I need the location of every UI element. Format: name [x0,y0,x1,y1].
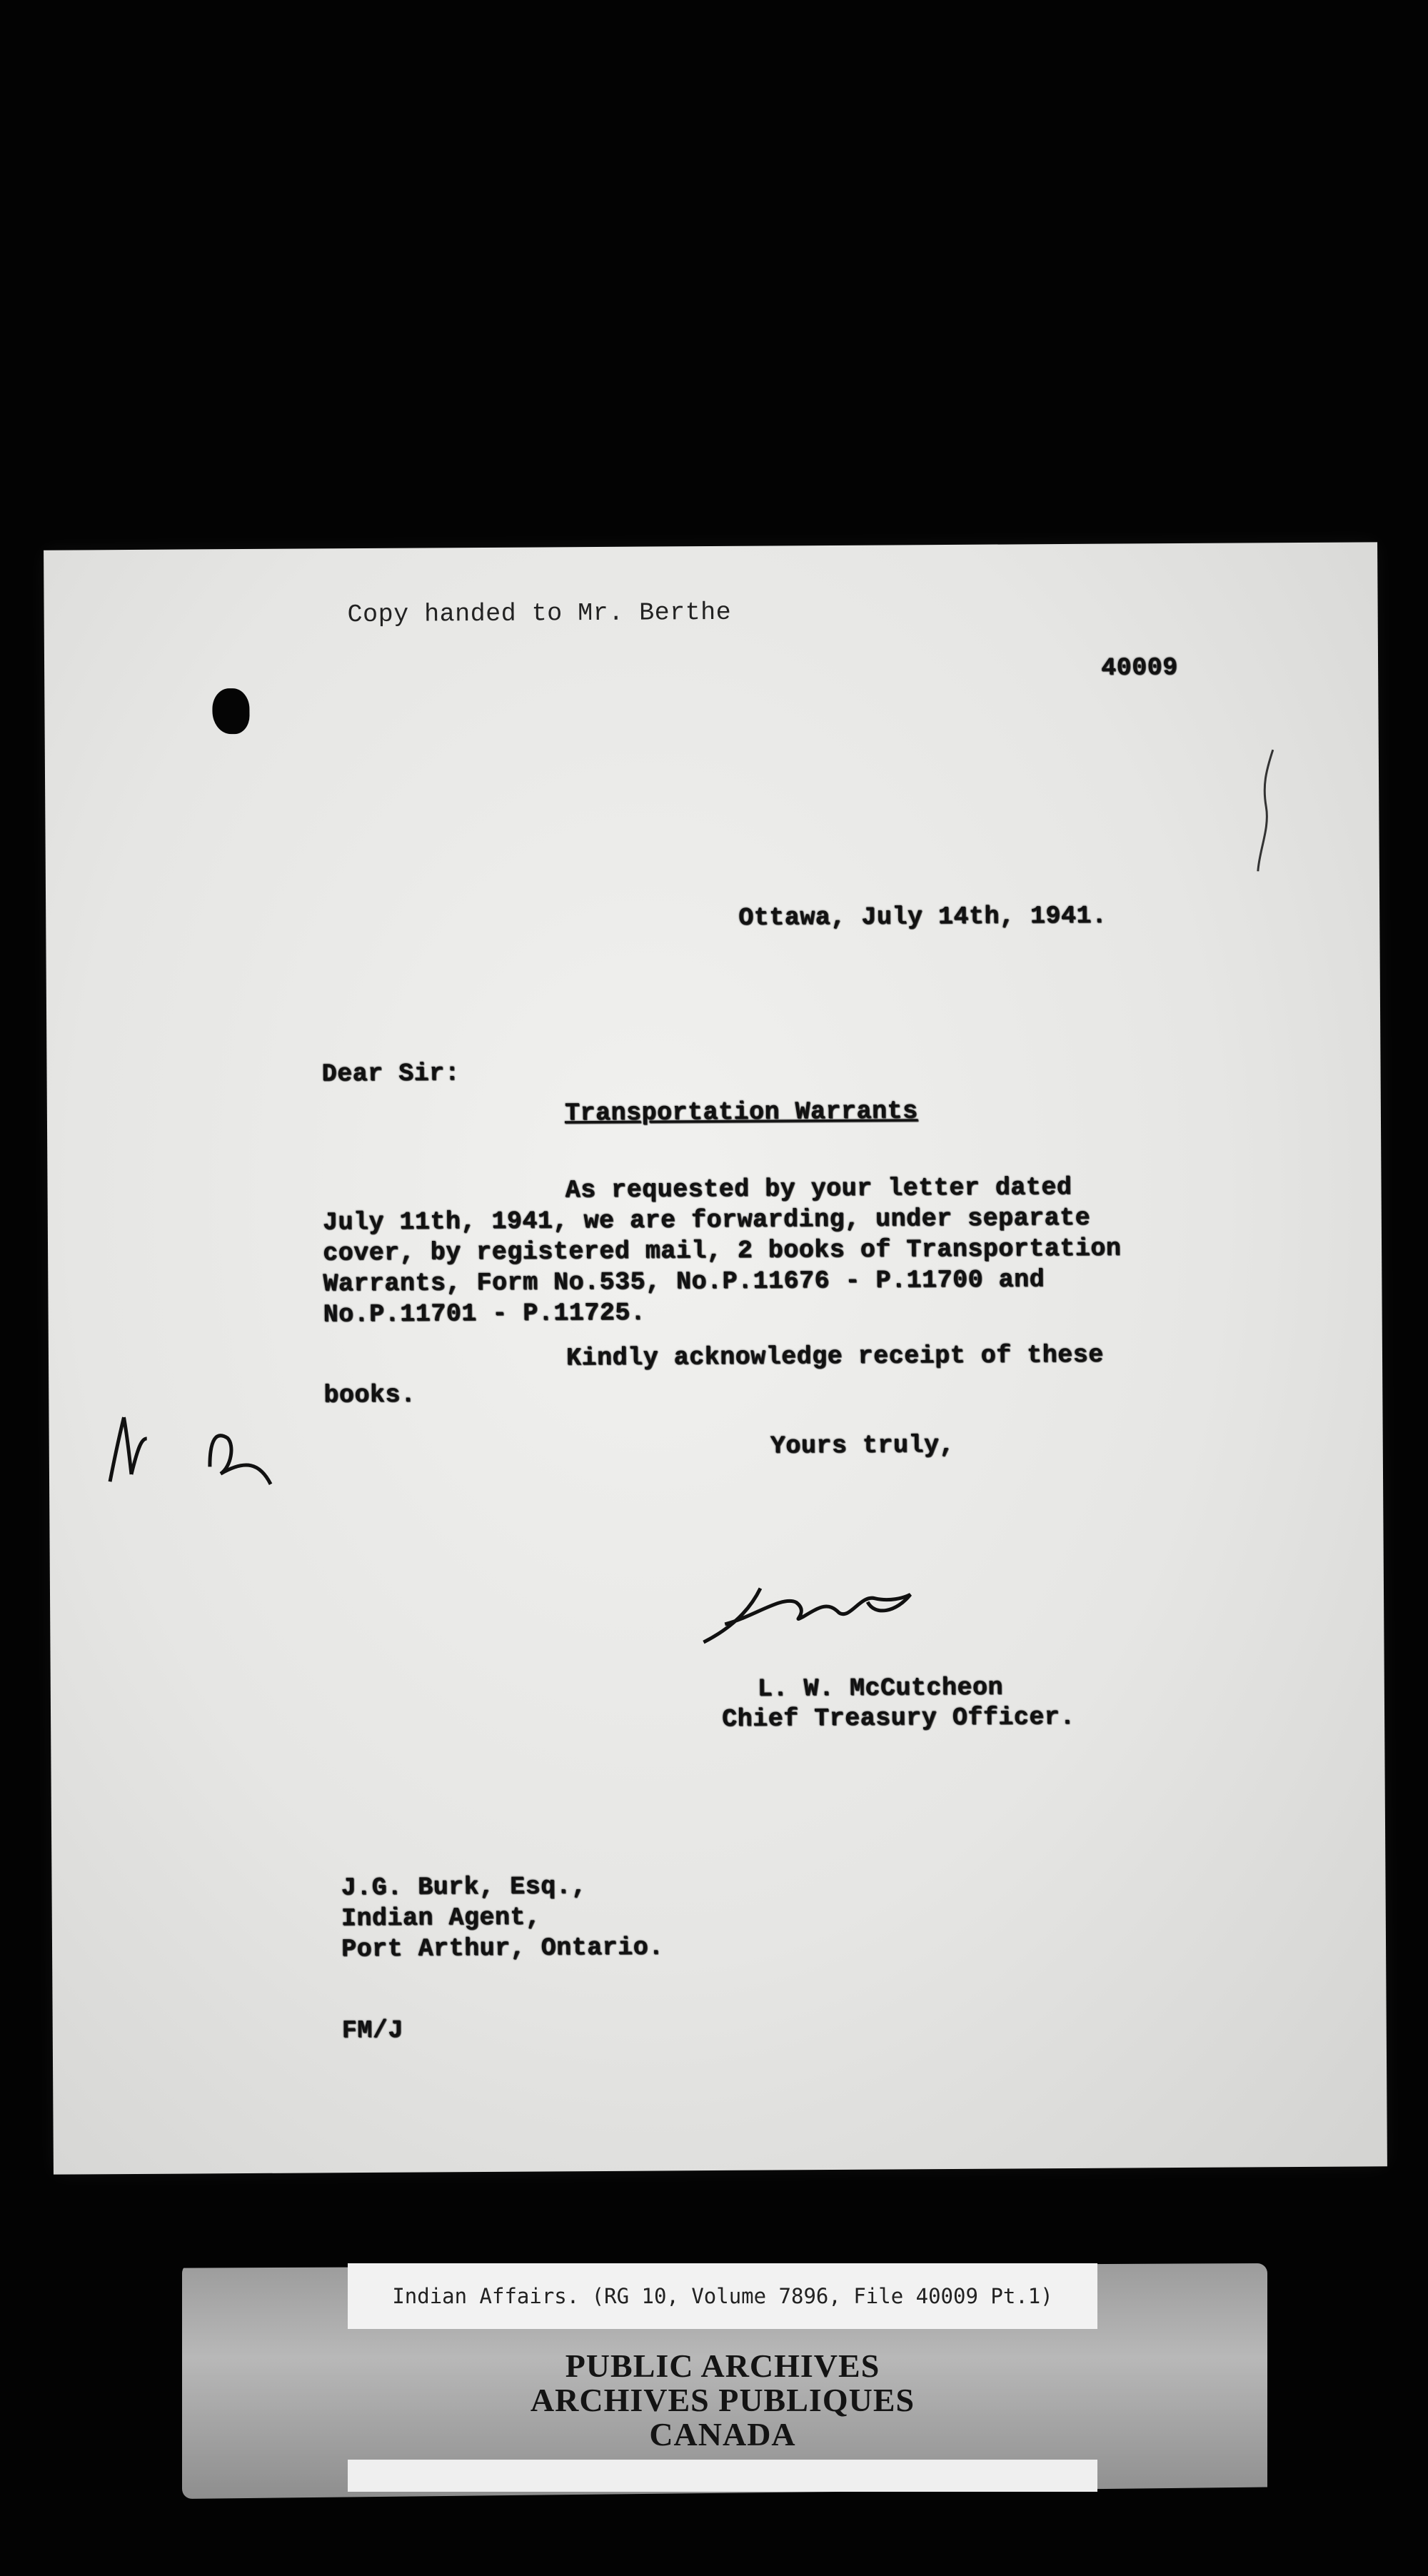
ack-line: books. [323,1380,416,1410]
salutation: Dear Sir: [321,1059,461,1089]
note-top: Copy handed to Mr. Berthe [347,598,732,630]
archive-stamp-base [348,2460,1097,2492]
signatory-name: L. W. McCutcheon [757,1673,1004,1704]
ack-line: Kindly acknowledge receipt of these [565,1340,1104,1373]
signature [696,1573,925,1653]
addressee-line: Indian Agent, [341,1903,541,1933]
body-line: No.P.11701 - P.11725. [323,1298,646,1329]
subject-line: Transportation Warrants [564,1097,918,1128]
reference-initials: FM/J [341,2016,403,2046]
closing: Yours truly, [770,1430,955,1461]
stamp-line: ARCHIVES PUBLIQUES [530,2382,915,2418]
handwritten-initials [102,1395,296,1496]
body-line: cover, by registered mail, 2 books of Transportation [322,1234,1122,1268]
stamp-line: CANADA [649,2416,796,2452]
addressee-line: J.G. Burk, Esq., [341,1872,587,1903]
archive-label-strip [182,2263,1267,2499]
body-line: As requested by your letter dated [565,1172,1072,1205]
signatory-title: Chief Treasury Officer. [721,1702,1075,1734]
addressee-line: Port Arthur, Ontario. [341,1933,664,1964]
letter-sheet [44,542,1387,2174]
date-line: Ottawa, July 14th, 1941. [738,901,1107,932]
margin-pencil-mark [1245,743,1288,878]
archive-citation: Indian Affairs. (RG 10, Volume 7896, File 40009 Pt.1) [348,2263,1097,2329]
stamp-line: PUBLIC ARCHIVES [565,2348,880,2384]
punch-hole [212,688,249,734]
file-number: 40009 [1100,653,1178,683]
body-line: Warrants, Form No.535, No.P.11676 - P.11700 and [323,1265,1045,1299]
body-line: July 11th, 1941, we are forwarding, under separate [322,1203,1091,1237]
